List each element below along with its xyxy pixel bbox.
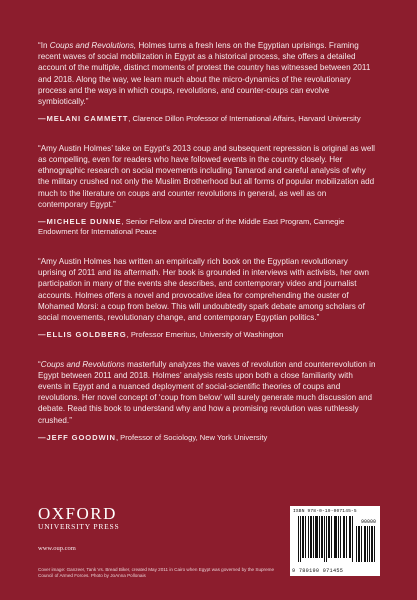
barcode-digits: 9 780190 071455	[292, 568, 344, 574]
endorsement-quote: “Amy Austin Holmes’ take on Egypt’s 2013 coup and subsequent repression is original as well as compelling, even for readers who have followed events in the country closely. Her ethnographic research on social movements including Tamarod and careful analysis of why the military crushed not only the Muslim Brotherhood but all forms of popular mobilization add much to the literature on coups and counter revolutions in general, as well as on contemporary Egypt.”	[38, 143, 375, 209]
endorser-name: —MELANI CAMMETT	[38, 114, 129, 124]
endorser-affiliation: , Professor Emeritus, University of Washington	[126, 330, 284, 340]
endorser-affiliation: , Senior Fellow and Director of the Middle East Program, Carnegie Endowment for International Peace	[38, 216, 345, 237]
endorser-name: —MICHELE DUNNE	[38, 216, 122, 226]
endorsement-attribution	[38, 330, 378, 341]
endorsement-cammett	[38, 40, 378, 125]
isbn-label: ISBN 978-0-19-007145-5	[293, 509, 357, 514]
endorser-name: —JEFF GOODWIN	[38, 432, 116, 442]
endorsement-goodwin	[38, 359, 378, 444]
price-barcode-icon	[356, 526, 376, 562]
endorsement-attribution	[38, 217, 378, 238]
endorser-affiliation: , Professor of Sociology, New York University	[115, 432, 268, 442]
endorsement-quote: “Coups and Revolutions masterfully analyzes the waves of revolution and counterrevolution in Egypt between 2011 and 2018. Holmes’ analysis rests upon both a close familiarity with events in Egypt and a nuanced deployment of social-scientific theories of coups and revolutions. Her novel concept of ‘coup from below’ will surely generate much discussion and debate. Read this book to understand why and how a promising revolution was ruthlessly crushed.”	[38, 359, 376, 425]
university-press-label: UNIVERSITY PRESS	[38, 522, 120, 531]
endorsement-quote: “Amy Austin Holmes has written an empirically rich book on the Egyptian revolutionary uprising of 2011 and its aftermath. Her book is grounded in interviews with activists, her own participation in many of the events she describes, and contemporary video and journalist accounts. Holmes offers a novel and provocative idea for comprehending the ouster of Mohamed Morsi: a coup from below. This will undoubtedly spark debate among scholars of social movements, revolutionary change, and contemporary Egyptian politics.”	[38, 256, 370, 322]
publisher-logo	[38, 505, 120, 532]
endorsement-attribution	[38, 114, 378, 125]
endorsement-goldberg	[38, 256, 378, 341]
endorsement-quote: “In Coups and Revolutions, Holmes turns a fresh lens on the Egyptian uprisings. Framing recent waves of social mobilization in Egypt as a historical process, she offers a detailed account of the multiple, distinct moments of protest the country has witnessed between 2011 and 2018. Along the way, we learn much about the micro-dynamics of the revolutionary process and the ways in which coups, revolutions, and counter-coups can evolve symbiotically.”	[38, 41, 371, 107]
endorser-affiliation: , Clarence Dillon Professor of International Affairs, Harvard University	[128, 114, 361, 124]
cover-image-credit: Cover image: Ganzeer, Tank Vs. Bread Biker, created May 2011 in Cairo when Egypt was governed by the Supreme Council of Armed Forces. Photo by JoAnna Pollonais	[38, 567, 275, 579]
price-code: 90000	[360, 519, 376, 525]
publisher-url: www.oup.com	[38, 545, 76, 552]
endorser-name: —ELLIS GOLDBERG	[38, 330, 127, 340]
oxford-wordmark: OXFORD	[38, 504, 117, 523]
ean-barcode-icon	[298, 516, 354, 562]
isbn-barcode	[290, 506, 380, 576]
endorsement-dunne	[38, 143, 378, 238]
endorsements	[38, 40, 378, 461]
endorsement-attribution	[38, 433, 378, 444]
